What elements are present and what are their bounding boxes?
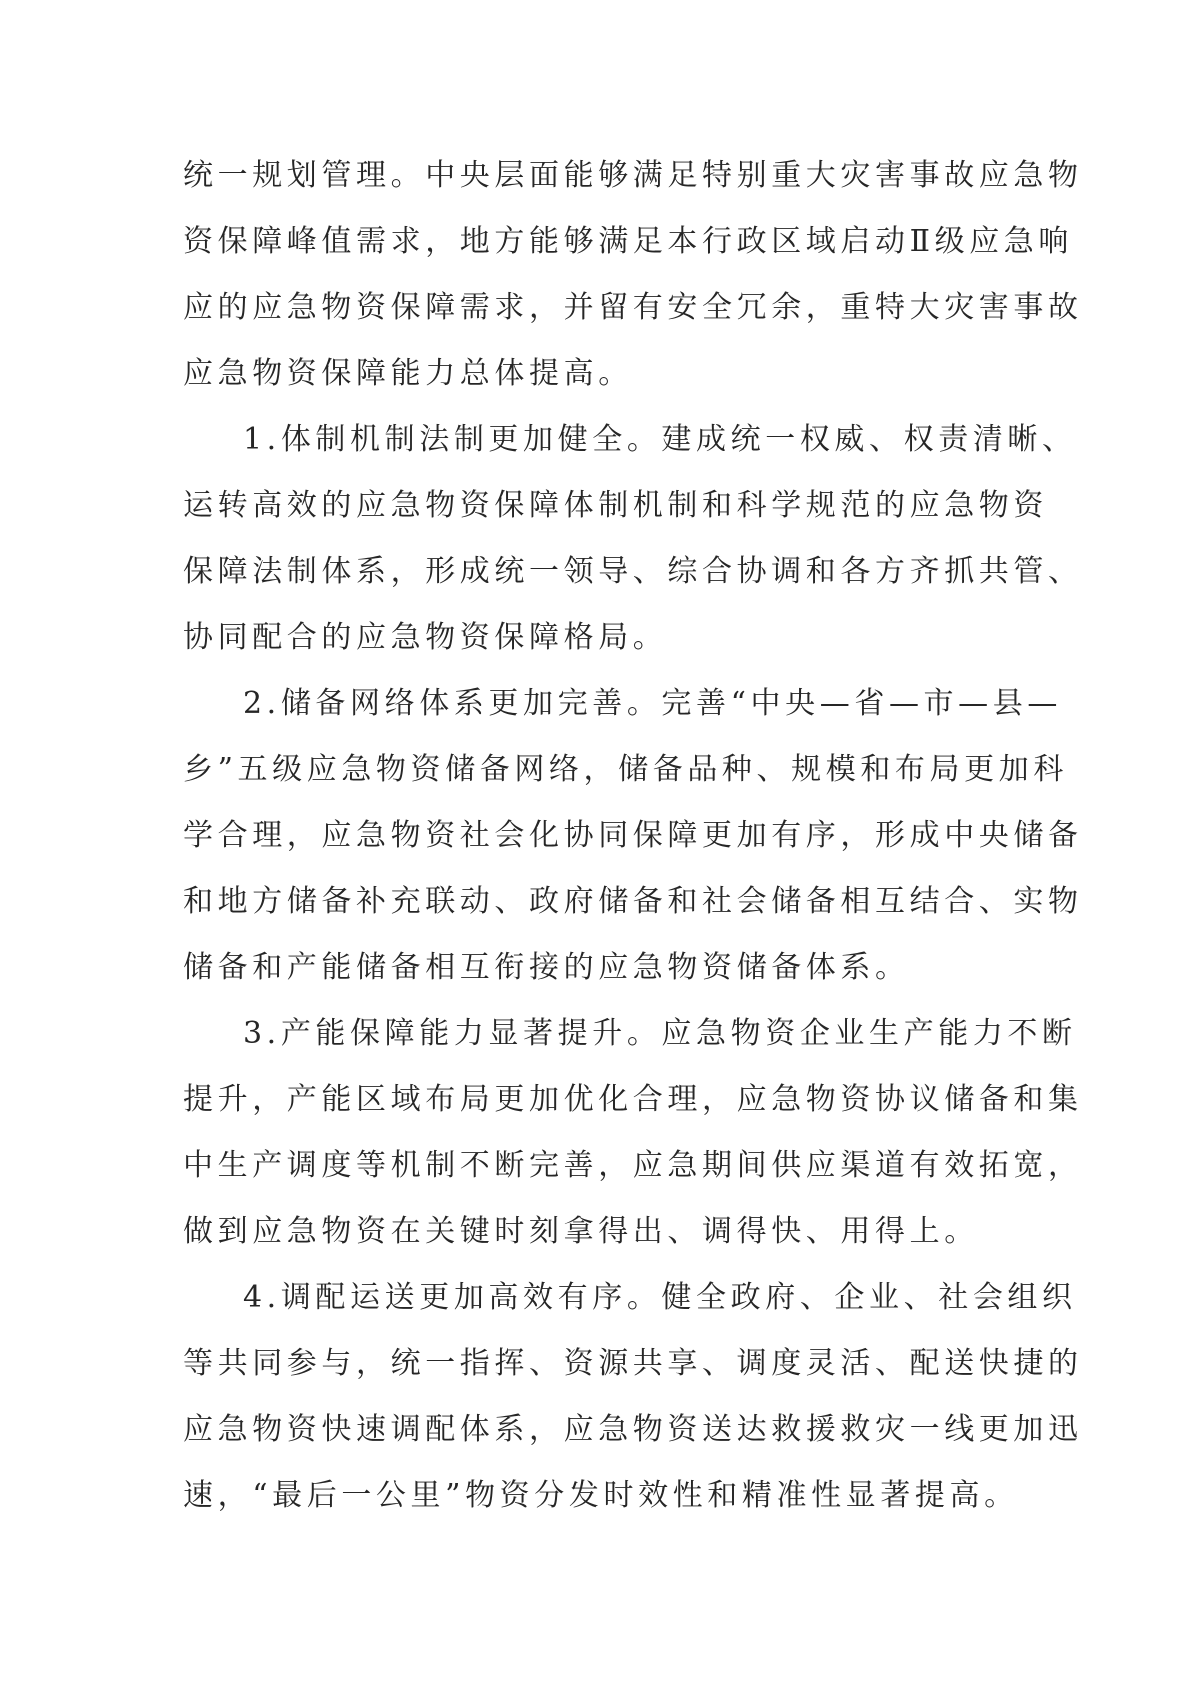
text-line: 资保障峰值需求，地方能够满足本行政区域启动Ⅱ级应急响 [183, 224, 1073, 259]
paragraph-item-3 [183, 1001, 1083, 1265]
text-line: 应急物资快速调配体系，应急物资送达救援救灾一线更加迅 [183, 1412, 1083, 1447]
paragraph-intro [183, 143, 1083, 407]
text-line: 3.产能保障能力显著提升。应急物资企业生产能力不断 [243, 1016, 1077, 1051]
text-line: 保障法制体系，形成统一领导、综合协调和各方齐抓共管、 [183, 554, 1083, 589]
text-line: 中生产调度等机制不断完善，应急期间供应渠道有效拓宽， [183, 1148, 1083, 1183]
text-line: 提升，产能区域布局更加优化合理，应急物资协议储备和集 [183, 1082, 1083, 1117]
text-line: 统一规划管理。中央层面能够满足特别重大灾害事故应急物 [183, 158, 1083, 193]
text-line: 和地方储备补充联动、政府储备和社会储备相互结合、实物 [183, 884, 1083, 919]
text-line: 协同配合的应急物资保障格局。 [183, 620, 668, 655]
text-line: 乡”五级应急物资储备网络，储备品种、规模和布局更加科 [183, 752, 1068, 787]
paragraph-item-1 [183, 407, 1083, 671]
text-line: 1.体制机制法制更加健全。建成统一权威、权责清晰、 [243, 422, 1077, 457]
text-line: 应的应急物资保障需求，并留有安全冗余，重特大灾害事故 [183, 290, 1083, 325]
text-line: 等共同参与，统一指挥、资源共享、调度灵活、配送快捷的 [183, 1346, 1083, 1381]
paragraph-item-2 [183, 671, 1083, 1001]
text-line: 4.调配运送更加高效有序。健全政府、企业、社会组织 [243, 1280, 1077, 1315]
text-line: 储备和产能储备相互衔接的应急物资储备体系。 [183, 950, 910, 985]
text-line: 速，“最后一公里”物资分发时效性和精准性显著提高。 [183, 1478, 1019, 1513]
paragraph-item-4 [183, 1265, 1083, 1529]
text-line: 做到应急物资在关键时刻拿得出、调得快、用得上。 [183, 1214, 979, 1249]
text-line: 学合理，应急物资社会化协同保障更加有序，形成中央储备 [183, 818, 1083, 853]
document-body [183, 143, 1083, 1529]
text-line: 2.储备网络体系更加完善。完善“中央—省—市—县— [243, 686, 1062, 721]
text-line: 运转高效的应急物资保障体制机制和科学规范的应急物资 [183, 488, 1048, 523]
text-line: 应急物资保障能力总体提高。 [183, 356, 633, 391]
